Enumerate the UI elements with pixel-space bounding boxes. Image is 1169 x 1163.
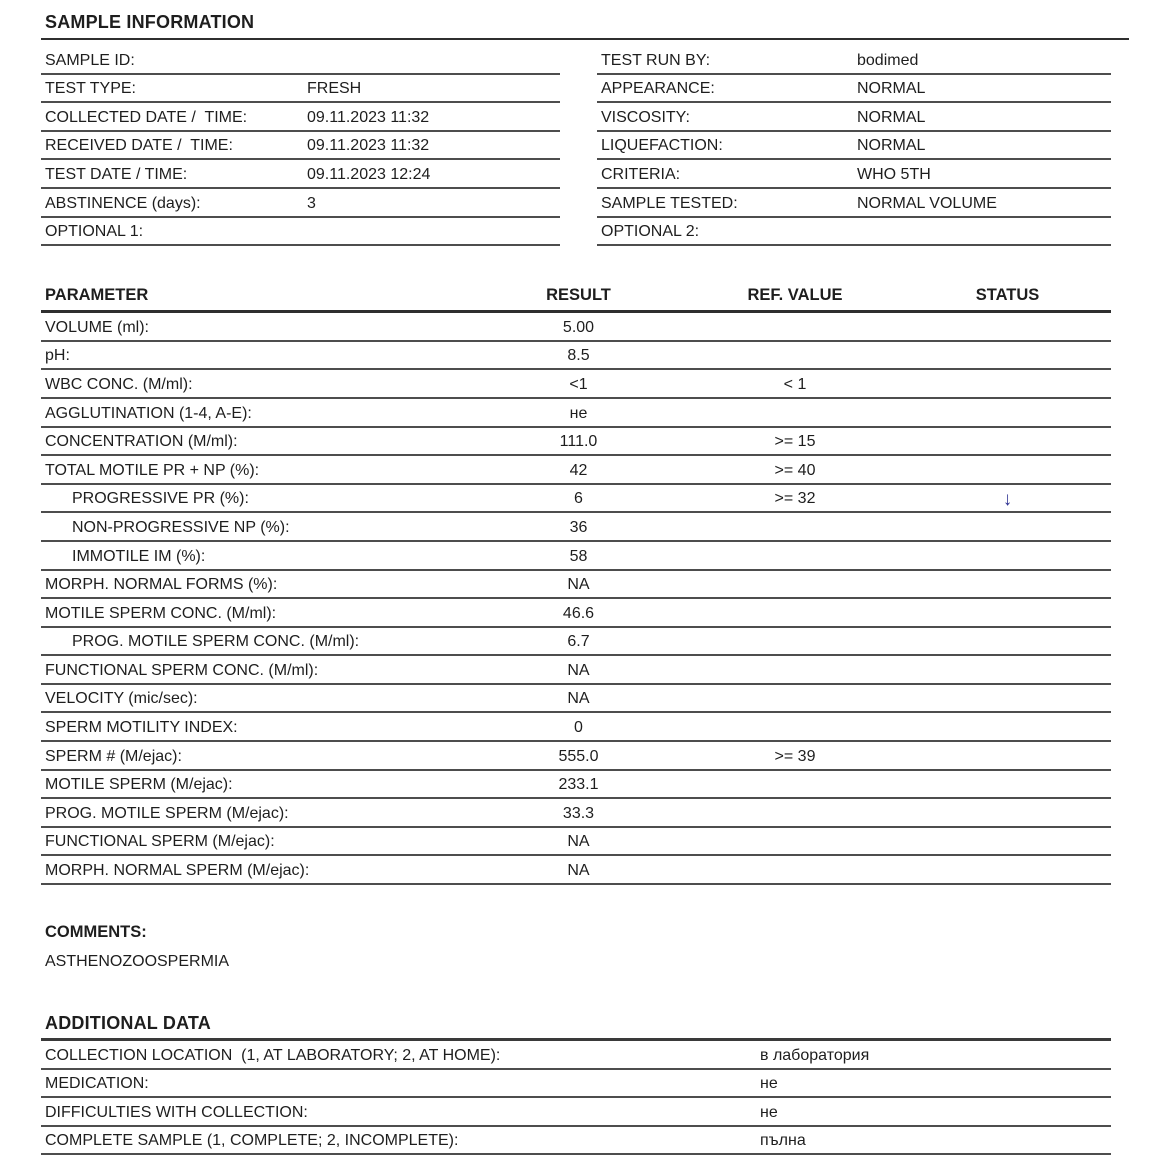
field-value: 09.11.2023 12:24 [307, 165, 431, 183]
table-row [41, 370, 1111, 399]
column-header-ref-value: REF. VALUE [747, 286, 843, 305]
field-value: NORMAL [857, 108, 926, 126]
column-header-parameter: PARAMETER [45, 286, 149, 305]
result-value: 46.6 [562, 604, 595, 622]
field-label: TEST TYPE: [45, 80, 136, 98]
result-value: 33.3 [562, 804, 595, 822]
status-arrow-icon: ↓ [1002, 489, 1013, 511]
comments-section [41, 923, 1129, 971]
parameter-name: TOTAL MOTILE PR + NP (%): [45, 461, 260, 479]
field-label: COMPLETE SAMPLE (1, COMPLETE; 2, INCOMPLETE): [45, 1132, 459, 1150]
sample-info-row [41, 75, 560, 104]
table-row [41, 713, 1111, 742]
result-value: NA [567, 690, 590, 708]
sample-info-row [41, 218, 560, 247]
table-row [41, 399, 1111, 428]
parameter-name: IMMOTILE IM (%): [72, 547, 206, 565]
table-row [41, 856, 1111, 885]
table-row [41, 799, 1111, 828]
additional-data-row [41, 1070, 1111, 1099]
result-value: 58 [569, 547, 588, 565]
table-row [41, 485, 1111, 514]
field-value: пълна [760, 1132, 806, 1150]
parameter-name: FUNCTIONAL SPERM (M/ejac): [45, 833, 275, 851]
results-table-header [41, 286, 1111, 313]
field-value: bodimed [857, 51, 919, 69]
additional-data-section [41, 1011, 1111, 1155]
table-row [41, 313, 1111, 342]
field-label: RECEIVED DATE / TIME: [45, 137, 233, 155]
table-row [41, 599, 1111, 628]
field-label: SAMPLE TESTED: [601, 194, 738, 212]
field-value: 09.11.2023 11:32 [307, 137, 430, 155]
reference-value: < 1 [783, 375, 807, 393]
parameter-name: VELOCITY (mic/sec): [45, 690, 198, 708]
parameter-name: SPERM MOTILITY INDEX: [45, 719, 238, 737]
field-label: COLLECTION LOCATION (1, AT LABORATORY; 2, AT HOME): [45, 1046, 501, 1064]
field-label: APPEARANCE: [601, 80, 715, 98]
sample-info-row [41, 103, 560, 132]
field-label: OPTIONAL 1: [45, 223, 144, 241]
field-label: CRITERIA: [601, 165, 681, 183]
table-row [41, 571, 1111, 600]
parameter-name: PROG. MOTILE SPERM CONC. (M/ml): [72, 633, 360, 651]
result-value: NA [567, 576, 590, 594]
table-row [41, 828, 1111, 857]
table-row [41, 685, 1111, 714]
field-label: TEST RUN BY: [601, 51, 711, 69]
reference-value: >= 40 [774, 461, 816, 479]
table-row [41, 542, 1111, 571]
comments-title: COMMENTS: [45, 923, 147, 942]
sample-information-title: SAMPLE INFORMATION [41, 10, 1129, 40]
results-table-body [41, 313, 1111, 885]
table-row [41, 742, 1111, 771]
reference-value: >= 32 [774, 490, 816, 508]
result-value: 233.1 [558, 776, 599, 794]
additional-data-rows [41, 1041, 1111, 1155]
field-value: NORMAL [857, 80, 926, 98]
sample-info-row [41, 46, 560, 75]
parameter-name: MORPH. NORMAL FORMS (%): [45, 576, 278, 594]
additional-data-row [41, 1098, 1111, 1127]
parameter-name: FUNCTIONAL SPERM CONC. (M/ml): [45, 661, 319, 679]
field-value: WHO 5TH [857, 165, 931, 183]
reference-value: >= 39 [774, 747, 816, 765]
field-label: LIQUEFACTION: [601, 137, 723, 155]
sample-info-row [41, 132, 560, 161]
parameter-name: PROGRESSIVE PR (%): [72, 490, 249, 508]
column-header-result: RESULT [546, 286, 611, 305]
result-value: 42 [569, 461, 588, 479]
result-value: 6.7 [567, 633, 590, 651]
field-value: FRESH [307, 80, 362, 98]
field-label: SAMPLE ID: [45, 51, 135, 69]
sample-info-row [41, 189, 560, 218]
result-value: NA [567, 833, 590, 851]
result-value: 5.00 [562, 318, 595, 336]
result-value: <1 [569, 375, 588, 393]
field-label: MEDICATION: [45, 1075, 149, 1093]
sample-info-row [597, 132, 1111, 161]
comments-text: ASTHENOZOOSPERMIA [45, 953, 230, 971]
field-label: DIFFICULTIES WITH COLLECTION: [45, 1103, 308, 1121]
parameter-name: pH: [45, 347, 70, 365]
additional-data-row [41, 1041, 1111, 1070]
result-value: 555.0 [558, 747, 599, 765]
field-label: ABSTINENCE (days): [45, 194, 201, 212]
field-value: NORMAL VOLUME [857, 194, 997, 212]
table-row [41, 342, 1111, 371]
parameter-name: MORPH. NORMAL SPERM (M/ejac): [45, 862, 310, 880]
parameter-name: NON-PROGRESSIVE NP (%): [72, 518, 290, 536]
results-table [41, 286, 1111, 885]
field-value: не [760, 1103, 778, 1121]
result-value: 8.5 [567, 347, 590, 365]
field-value: не [760, 1075, 778, 1093]
sample-info-row [597, 189, 1111, 218]
sample-info-row [597, 75, 1111, 104]
parameter-name: SPERM # (M/ejac): [45, 747, 182, 765]
result-value: NA [567, 661, 590, 679]
field-value: NORMAL [857, 137, 926, 155]
result-value: NA [567, 862, 590, 880]
sample-information-section [41, 46, 1129, 246]
table-row [41, 656, 1111, 685]
sample-info-row [41, 160, 560, 189]
sample-info-row [597, 46, 1111, 75]
sample-info-row [597, 218, 1111, 247]
parameter-name: CONCENTRATION (M/ml): [45, 433, 238, 451]
sample-info-left-column [41, 46, 560, 246]
table-row [41, 628, 1111, 657]
table-row [41, 771, 1111, 800]
sample-info-row [597, 160, 1111, 189]
result-value: 36 [569, 518, 588, 536]
field-value: в лаборатория [760, 1046, 870, 1064]
result-value: 0 [574, 719, 583, 737]
field-value: 09.11.2023 11:32 [307, 108, 430, 126]
parameter-name: WBC CONC. (M/ml): [45, 375, 193, 393]
field-label: OPTIONAL 2: [601, 223, 700, 241]
reference-value: >= 15 [774, 433, 816, 451]
field-value: 3 [307, 194, 316, 212]
parameter-name: PROG. MOTILE SPERM (M/ejac): [45, 804, 289, 822]
sample-info-right-column [597, 46, 1111, 246]
additional-data-title: ADDITIONAL DATA [41, 1011, 1111, 1041]
table-row [41, 428, 1111, 457]
parameter-name: MOTILE SPERM (M/ejac): [45, 776, 233, 794]
field-label: TEST DATE / TIME: [45, 165, 188, 183]
parameter-name: VOLUME (ml): [45, 318, 149, 336]
table-row [41, 513, 1111, 542]
parameter-name: AGGLUTINATION (1-4, A-E): [45, 404, 252, 422]
sample-info-row [597, 103, 1111, 132]
result-value: не [569, 404, 588, 422]
column-header-status: STATUS [975, 286, 1040, 305]
result-value: 6 [574, 490, 583, 508]
field-label: VISCOSITY: [601, 108, 690, 126]
parameter-name: MOTILE SPERM CONC. (M/ml): [45, 604, 277, 622]
table-row [41, 456, 1111, 485]
result-value: 111.0 [559, 433, 598, 451]
additional-data-row [41, 1127, 1111, 1156]
field-label: COLLECTED DATE / TIME: [45, 108, 248, 126]
